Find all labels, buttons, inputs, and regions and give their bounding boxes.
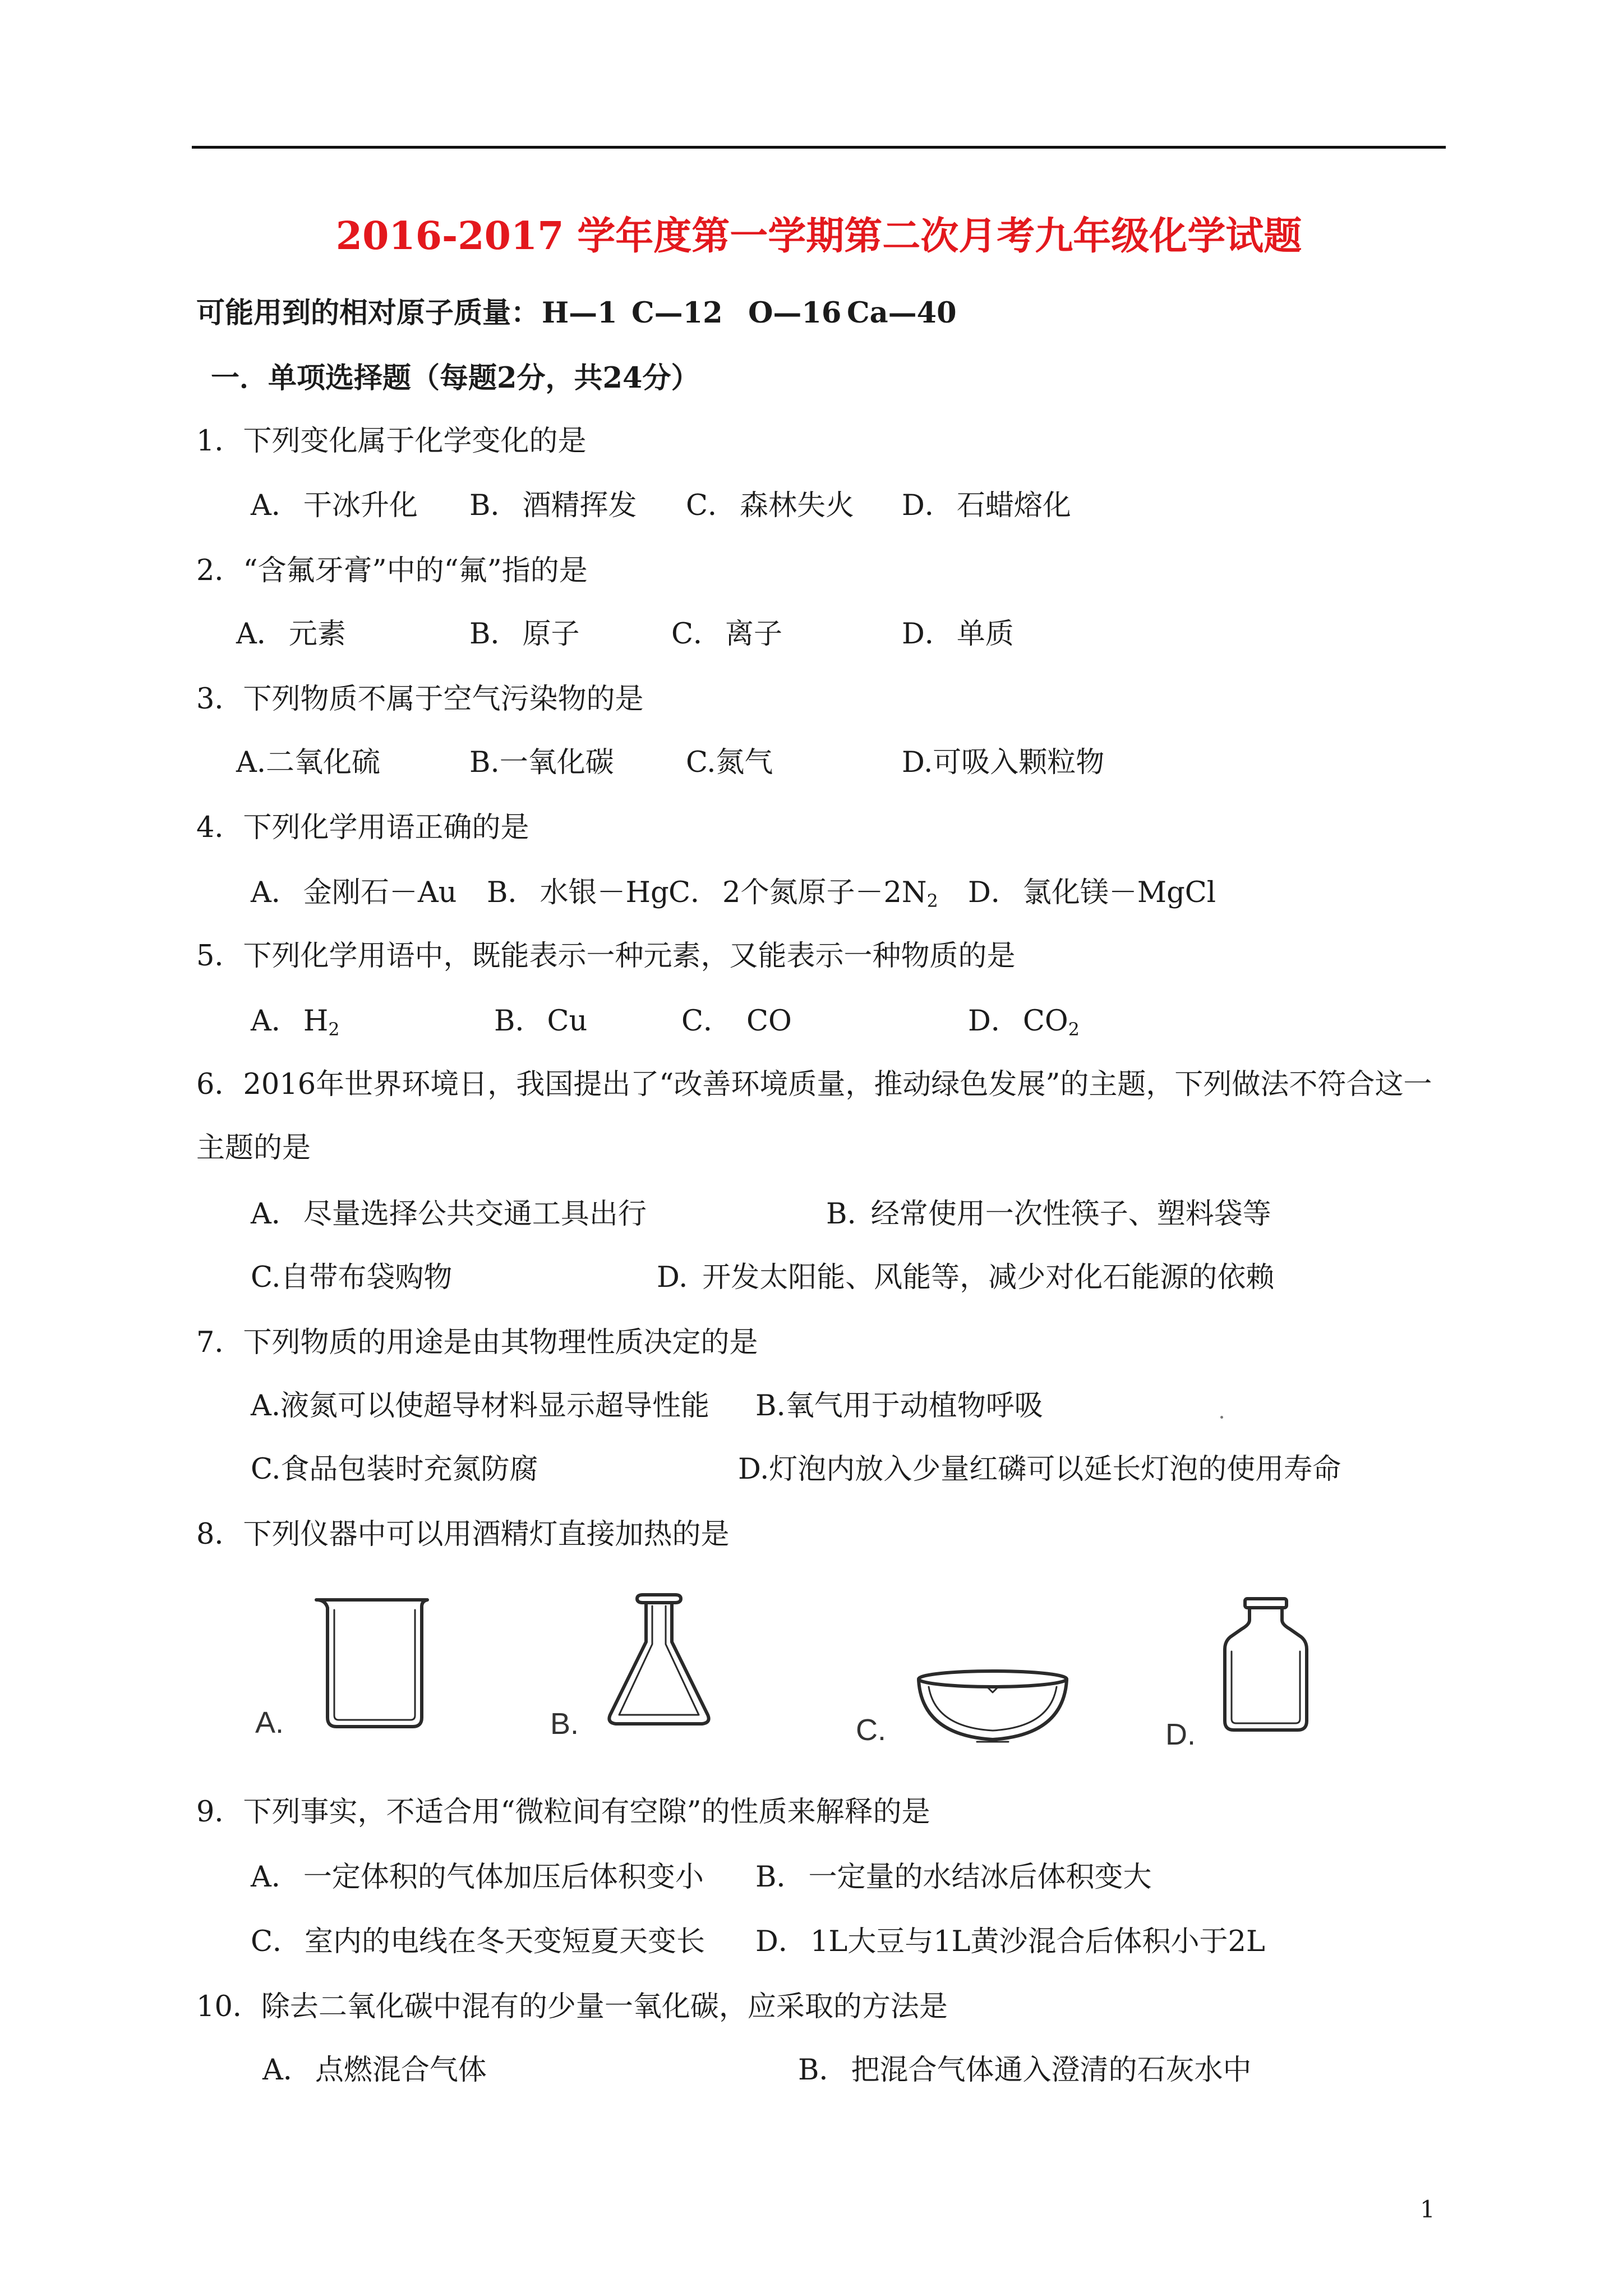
option-text: 干冰升化 <box>303 489 418 522</box>
option-label: C. <box>251 1261 281 1294</box>
option-text: Cu <box>547 1005 588 1038</box>
question-stem: 下列化学用语正确的是 <box>243 811 529 844</box>
option-a <box>251 1005 339 1038</box>
option-d <box>968 876 1216 910</box>
option-text: 酒精挥发 <box>522 489 637 522</box>
question-1 <box>196 425 586 458</box>
option-d <box>738 1453 1341 1487</box>
question-stem: 下列事实，不适合用“微粒间有空隙”的性质来解释的是 <box>243 1796 930 1829</box>
option-text: 食品包装时充氮防腐 <box>280 1453 538 1486</box>
option-a <box>251 1198 647 1231</box>
option-text: 原子 <box>522 618 580 651</box>
option-label: D． <box>902 618 953 651</box>
atomic-mass-label: 可能用到的相对原子质量： <box>196 296 540 330</box>
conical-flask-icon <box>600 1590 718 1731</box>
option-text: 离子 <box>725 618 783 651</box>
option-b <box>494 1005 587 1038</box>
option-b <box>469 618 580 651</box>
option-c <box>251 1261 452 1295</box>
question-stem: 下列变化属于化学变化的是 <box>243 425 587 458</box>
option-text: 开发太阳能、风能等，减少对化石能源的依赖 <box>702 1261 1275 1294</box>
question-number: 2． <box>196 554 243 587</box>
question-8 <box>196 1518 729 1552</box>
option-text: 可吸入颗粒物 <box>933 746 1105 779</box>
option-text: 点燃混合气体 <box>315 2054 487 2087</box>
question-6 <box>196 1068 1432 1102</box>
option-label: D. <box>902 746 933 779</box>
option-label: B． <box>798 2054 848 2087</box>
option-text: 水银－Hg <box>540 876 669 909</box>
option-label: B． <box>494 1005 544 1038</box>
option-d <box>902 618 1014 651</box>
option-b <box>487 876 669 910</box>
question-4 <box>196 811 529 845</box>
figure-label-c: C. <box>856 1713 886 1747</box>
question-number: 1． <box>196 425 243 458</box>
header-rule <box>192 146 1446 149</box>
question-10 <box>196 1990 948 2024</box>
option-d <box>902 746 1104 780</box>
option-a <box>251 489 418 523</box>
option-text: CO <box>1022 1005 1068 1038</box>
option-text: 尽量选择公共交通工具出行 <box>303 1198 647 1231</box>
question-number: 4． <box>196 811 243 844</box>
question-stem: 下列化学用语中，既能表示一种元素，又能表示一种物质的是 <box>243 940 1016 973</box>
option-a <box>251 1861 704 1894</box>
section-heading: 一．单项选择题（每题2分，共24分） <box>211 361 700 395</box>
figure-label-a: A. <box>255 1706 284 1740</box>
option-label: A． <box>251 1198 300 1231</box>
option-text: 经常使用一次性筷子、塑料袋等 <box>870 1198 1271 1231</box>
atomic-mass-item: C—12 <box>631 296 723 330</box>
option-label: B． <box>755 1861 805 1894</box>
option-label: C. <box>686 746 716 779</box>
reagent-bottle-icon <box>1217 1593 1315 1736</box>
question-3 <box>196 683 643 716</box>
beaker-icon <box>303 1593 437 1733</box>
option-a <box>236 618 346 651</box>
option-b <box>826 1198 1271 1231</box>
option-c <box>671 618 782 651</box>
option-c <box>686 746 773 780</box>
figure-label-d: D. <box>1165 1718 1196 1751</box>
option-a <box>251 876 457 910</box>
option-label: A． <box>236 618 285 651</box>
option-label: B． <box>487 876 537 909</box>
option-label: B. <box>755 1389 786 1423</box>
subscript: 2 <box>328 1019 340 1040</box>
option-label: D． <box>968 1005 1020 1038</box>
figure-label-b: B. <box>550 1707 579 1741</box>
option-c <box>251 1925 705 1959</box>
option-label: A. <box>251 1389 281 1423</box>
option-label: B． <box>469 489 519 522</box>
option-b <box>798 2054 1252 2087</box>
option-c <box>681 1005 792 1038</box>
option-label: D. <box>738 1453 769 1486</box>
question-number: 10． <box>196 1990 261 2023</box>
question-number: 9． <box>196 1796 243 1829</box>
question-stem: 除去二氧化碳中混有的少量一氧化碳，应采取的方法是 <box>261 1990 948 2023</box>
option-label: A． <box>251 1861 300 1894</box>
option-label: A. <box>236 746 266 779</box>
question-stem: 下列物质不属于空气污染物的是 <box>243 683 644 716</box>
atomic-mass-item: H—1 <box>542 296 617 330</box>
option-text: 室内的电线在冬天变短夏天变长 <box>305 1925 706 1958</box>
option-d <box>968 1005 1080 1038</box>
atomic-mass-item: Ca—40 <box>847 296 957 330</box>
option-text: 石蜡熔化 <box>956 489 1071 522</box>
question-2 <box>196 554 588 588</box>
question-number: 6． <box>196 1068 243 1101</box>
option-text: 金刚石－Au <box>303 876 457 909</box>
question-stem: “含氟牙膏”中的“氟”指的是 <box>243 554 588 587</box>
option-text: 氯化镁－MgCl <box>1022 876 1216 909</box>
option-b <box>755 1861 1152 1894</box>
option-label: B. <box>469 746 500 779</box>
page-title: 2016-2017 学年度第一学期第二次月考九年级化学试题 <box>335 214 1302 259</box>
option-label: C. <box>251 1453 281 1486</box>
question-number: 3． <box>196 683 243 716</box>
question-stem-continued: 主题的是 <box>196 1131 311 1165</box>
page-number: 1 <box>1420 2196 1435 2223</box>
atomic-mass-item: O—16 <box>748 296 842 330</box>
option-text: 把混合气体通入澄清的石灰水中 <box>851 2054 1252 2087</box>
option-text: 2个氮原子－2N <box>722 876 927 909</box>
option-text: 一氧化碳 <box>499 746 614 779</box>
option-c <box>251 1453 538 1487</box>
option-label: C． <box>671 618 722 651</box>
option-label: C． <box>686 489 737 522</box>
option-text: 一定体积的气体加压后体积变小 <box>303 1861 704 1894</box>
option-c <box>668 876 938 910</box>
option-text: 一定量的水结冰后体积变大 <box>808 1861 1152 1894</box>
question-5 <box>196 940 1015 973</box>
option-text: 氧气用于动植物呼吸 <box>785 1389 1043 1423</box>
option-text: 元素 <box>288 618 346 651</box>
question-stem: 2016年世界环境日，我国提出了“改善环境质量，推动绿色发展”的主题，下列做法不符合这一 <box>243 1068 1432 1101</box>
subscript: 2 <box>1068 1019 1080 1040</box>
option-label: A． <box>251 1005 300 1038</box>
option-label: B. <box>826 1198 856 1231</box>
option-text: 灯泡内放入少量红磷可以延长灯泡的使用寿命 <box>769 1453 1341 1486</box>
option-d <box>755 1925 1265 1959</box>
option-text: 单质 <box>956 618 1014 651</box>
option-a <box>236 746 380 780</box>
option-text: 自带布袋购物 <box>280 1261 453 1294</box>
option-text: CO <box>746 1005 792 1038</box>
option-text: 二氧化硫 <box>266 746 381 779</box>
option-d <box>902 489 1071 523</box>
evaporating-dish-icon <box>909 1663 1077 1750</box>
question-number: 8． <box>196 1518 243 1551</box>
question-number: 5． <box>196 940 243 973</box>
option-label: C． <box>668 876 720 909</box>
option-b <box>469 489 637 523</box>
option-c <box>686 489 854 523</box>
option-label: D. <box>657 1261 688 1294</box>
question-stem: 下列物质的用途是由其物理性质决定的是 <box>243 1326 758 1359</box>
option-label: A． <box>262 2054 312 2087</box>
option-label: A． <box>251 876 300 909</box>
subscript: 2 <box>926 891 938 912</box>
option-label: D． <box>755 1925 807 1958</box>
option-a <box>251 1389 709 1423</box>
question-number: 7． <box>196 1326 243 1359</box>
option-b <box>469 746 614 780</box>
option-text: 氮气 <box>716 746 773 779</box>
option-label: C． <box>251 1925 302 1958</box>
option-label: C． <box>681 1005 732 1038</box>
option-b <box>755 1389 1043 1423</box>
option-d <box>657 1261 1274 1295</box>
question-stem: 下列仪器中可以用酒精灯直接加热的是 <box>243 1518 730 1551</box>
option-label: D． <box>902 489 953 522</box>
option-text: 1L大豆与1L黄沙混合后体积小于2L <box>810 1925 1265 1958</box>
option-label: A． <box>251 489 300 522</box>
scan-speck <box>1220 1416 1223 1419</box>
question-9 <box>196 1796 930 1829</box>
option-text: 森林失火 <box>740 489 855 522</box>
option-label: B． <box>469 618 519 651</box>
option-text: 液氮可以使超导材料显示超导性能 <box>280 1389 710 1423</box>
option-text: H <box>303 1005 329 1038</box>
option-label: D． <box>968 876 1020 909</box>
option-a <box>262 2054 487 2087</box>
question-7 <box>196 1326 758 1360</box>
